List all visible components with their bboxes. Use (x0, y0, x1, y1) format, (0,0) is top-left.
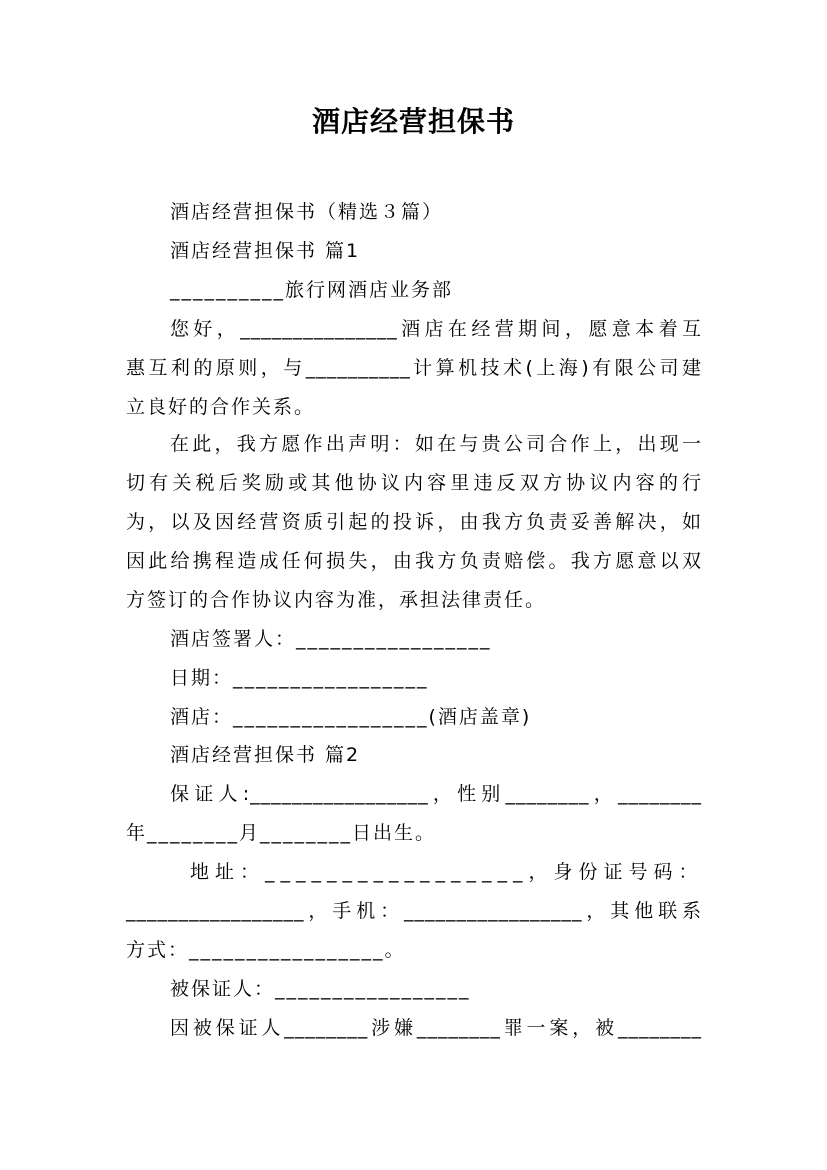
guarantor-line-1: 保证人:_________________，性别________，________ (170, 783, 702, 805)
phone-contact-line: _________________，手机：_________________，其他联系 (126, 900, 702, 922)
date-line: 日期：_________________ (170, 667, 429, 689)
guaranteed-person-line: 被保证人：_________________ (170, 978, 471, 1000)
subtitle-line: 酒店经营担保书（精选３篇） (170, 201, 444, 223)
case-line: 因被保证人________涉嫌________罪一案，被________ (170, 1017, 702, 1039)
paragraph-1-line-2: 惠互利的原则，与__________计算机技术(上海)有限公司建 (126, 357, 702, 379)
hotel-seal-line: 酒店：_________________(酒店盖章) (170, 706, 532, 728)
paragraph-2-line-5: 方签订的合作协议内容为准，承担法律责任。 (126, 589, 547, 611)
address-id-line: 地址：_________________，身份证号码： (190, 861, 704, 883)
paragraph-1-line-1: 您好，_______________酒店在经营期间，愿意本着互 (170, 318, 702, 340)
guarantor-line-2: 年________月________日出生。 (126, 822, 437, 844)
section-heading-1: 酒店经营担保书 篇1 (170, 240, 361, 262)
signatory-line: 酒店签署人：_________________ (170, 628, 492, 650)
contact-method-line: 方式：_________________。 (126, 939, 406, 961)
addressee-line: __________旅行网酒店业务部 (170, 279, 454, 301)
paragraph-2-line-2: 切有关税后奖励或其他协议内容里违反双方协议内容的行 (126, 472, 702, 494)
paragraph-1-line-3: 立良好的合作关系。 (126, 396, 316, 418)
paragraph-2-line-3: 为，以及因经营资质引起的投诉，由我方负责妥善解决，如 (126, 511, 702, 533)
section-heading-2: 酒店经营担保书 篇2 (170, 744, 361, 766)
document-title: 酒店经营担保书 (311, 105, 515, 138)
paragraph-2-line-4: 因此给携程造成任何损失，由我方负责赔偿。我方愿意以双 (126, 550, 702, 572)
paragraph-2-line-1: 在此，我方愿作出声明：如在与贵公司合作上，出现一 (170, 433, 702, 455)
